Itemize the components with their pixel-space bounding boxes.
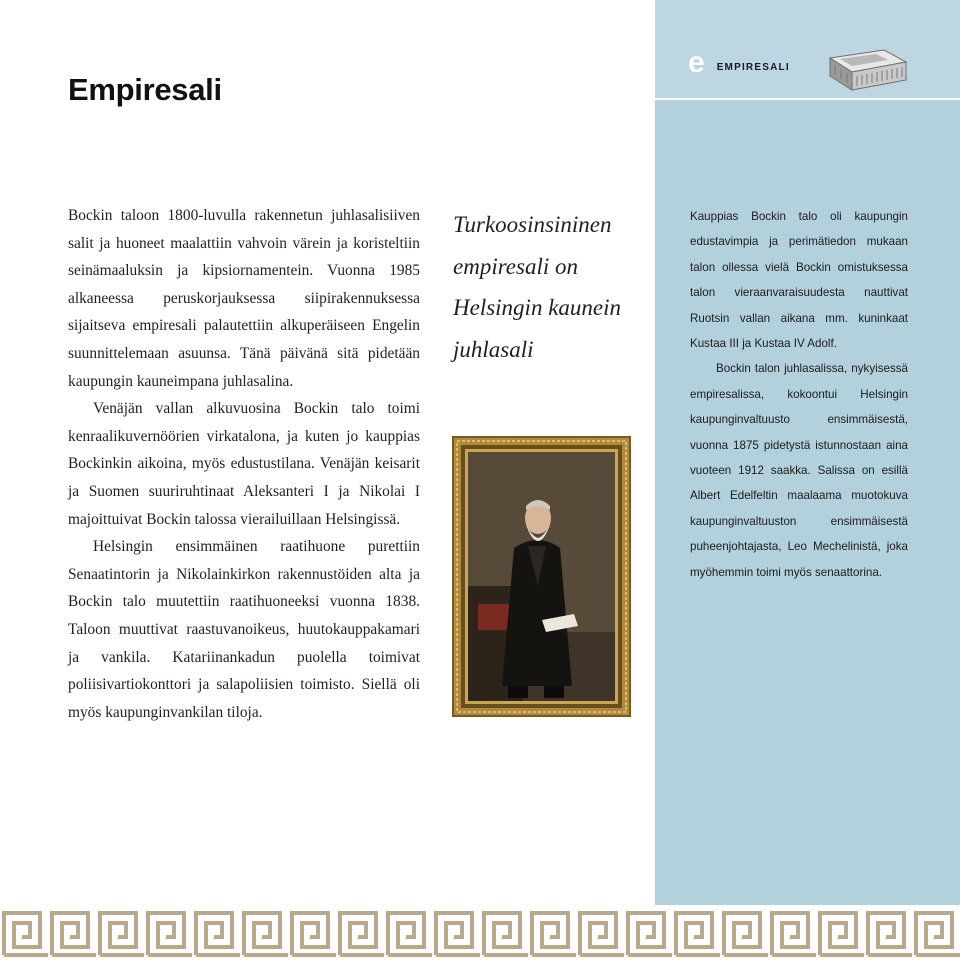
section-letter: e (688, 46, 705, 79)
section-tag (688, 46, 790, 79)
portrait-painting (452, 436, 631, 717)
sidebar-paragraph: Bockin talon juhlasalissa, nykyisessä empiresalissa, kokoontui Helsingin kaupunginvaltuusto ensimmäisestä, vuonna 1875 pidetystä istunnostaan aina vuoteen 1912 saakka. Salissa on esillä Albert Edelfeltin maalaama muotokuva kaupunginvaltuuston ensimmäisestä puheenjohtajasta, Leo Mechelinistä, joka myöhemmin toimi myös senaattorina. (690, 362, 908, 579)
section-label: EMPIRESALI (716, 62, 790, 73)
pull-quote: Turkoosinsininen empiresali on Helsingin kaunein juhlasali (453, 212, 621, 362)
page-title: Empiresali (68, 72, 222, 107)
sidebar-text (690, 204, 908, 585)
body-paragraph: Helsingin ensimmäinen raatihuone purettiin Senaatintorin ja Nikolainkirkon rakennustöiden alta ja Bockin talo muutettiin raatihuoneeksi vuonna 1838. Taloon muuttivat raastuvanoikeus, huutokauppakamari ja vankila. Katariinankadun puolella toimivat poliisivartiokonttori ja salapoliisien toimisto. Siellä oli myös kaupunginvankilan tiloja. (68, 538, 420, 721)
body-paragraph: Bockin taloon 1800-luvulla rakennetun juhlasalisiiven salit ja huoneet maalattiin vahvoin värein ja koristeltiin seinämaaluksin ja kipsiornamentein. Vuonna 1985 alkaneessa peruskorjauksessa siipirakennuksessa sijaitseva empiresali palautettiin alkuperäiseen Engelin suunnittelemaan asuunsa. Tänä päivänä sitä pidetään kaupungin kauneimpana juhlasalina. (68, 207, 420, 390)
greek-key-border (0, 905, 960, 960)
sidebar-paragraph: Kauppias Bockin talo oli kaupungin edustavimpia ja perimätiedon mukaan talon ollessa vielä Bockin omistuksessa talon vieraanvaraisuudesta nauttivat Ruotsin vallan aikana mm. kuninkaat Kustaa III ja Kustaa IV Adolf. (690, 210, 908, 351)
body-text (68, 202, 420, 726)
body-paragraph: Venäjän vallan alkuvuosina Bockin talo toimi kenraalikuvernöörien virkatalona, ja kuten jo kauppias Bockinkin aikoina, myös edustustilana. Venäjän keisarit ja Suomen suuriruhtinaat Aleksanteri I ja Nikolai I majoittuivat Bockin talossa vierailuillaan Helsingissä. (68, 400, 420, 528)
building-icon (826, 46, 908, 92)
